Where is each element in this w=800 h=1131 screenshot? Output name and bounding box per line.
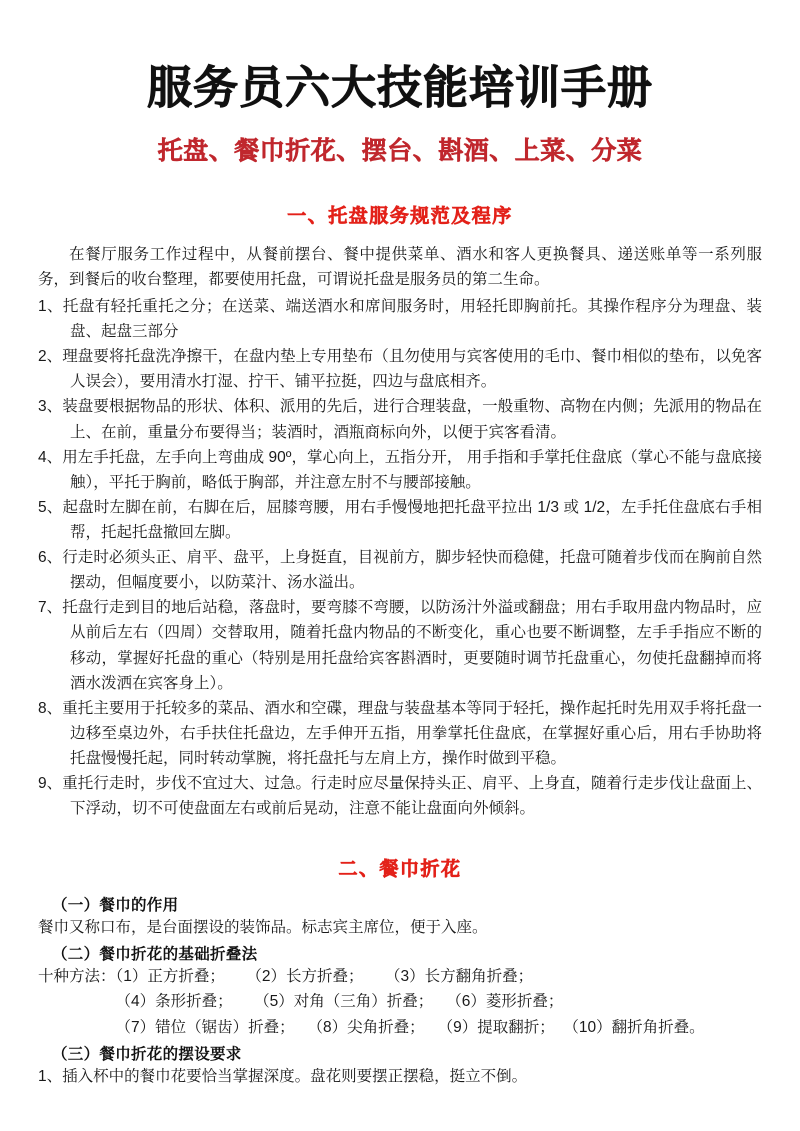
subsection-heading-1: （一）餐巾的作用 xyxy=(52,897,179,915)
list-item xyxy=(38,595,762,695)
list-item-number: 8、 xyxy=(38,699,63,717)
list-item-number: 9、 xyxy=(38,775,63,793)
section1-rule-list xyxy=(38,294,762,821)
page-title: 服务员六大技能培训手册 xyxy=(146,62,653,113)
list-item-number: 6、 xyxy=(38,549,63,567)
list-item xyxy=(38,344,762,394)
list-item-text: 托盘有轻托重托之分；在送菜、端送酒水和席间服务时，用轻托即胸前托。其操作程序分为理盘、装盘、起盘三部分 xyxy=(62,297,762,341)
list-item-text: 重托行走时，步伐不宜过大、过急。行走时应尽量保持头正、肩平、上身直，随着行走步伐让盘面上、下浮动，切不可使盘面左右或前后晃动，注意不能让盘面向外倾斜。 xyxy=(62,775,762,818)
list-item-text: 插入杯中的餐巾花要恰当掌握深度。盘花则要摆正摆稳，挺立不倒。 xyxy=(62,1067,528,1085)
list-item-number: 3、 xyxy=(38,398,63,416)
section-heading-1: 一、托盘服务规范及程序 xyxy=(287,205,513,227)
list-item xyxy=(38,545,762,595)
list-item-number: 1、 xyxy=(38,297,63,315)
list-item-number: 5、 xyxy=(38,498,63,516)
section-heading-2: 二、餐巾折花 xyxy=(338,859,462,881)
list-item-text: 理盘要将托盘洗净擦干，在盘内垫上专用垫布（且勿使用与宾客使用的毛巾、餐巾相似的垫布，以免客人误会），要用清水打湿、拧干、铺平拉挺，四边与盘底相齐。 xyxy=(62,348,762,391)
folding-method-line: （4）条形折叠； （5）对角（三角）折叠； （6）菱形折叠； xyxy=(38,993,564,1011)
section1-intro-paragraph: 在餐厅服务工作过程中，从餐前摆台、餐中提供菜单、酒水和客人更换餐具、递送账单等一系列服务，到餐后的收台整理，都要使用托盘，可谓说托盘是服务员的第二生命。 xyxy=(38,245,762,288)
list-item xyxy=(38,771,762,821)
list-item-text: 装盘要根据物品的形状、体积、派用的先后，进行合理装盘，一般重物、高物在内侧；先派用的物品在上、在前，重量分布要得当；装酒时，酒瓶商标向外，以便于宾客看清。 xyxy=(62,398,762,441)
folding-method-line: 十种方法：（1）正方折叠； （2）长方折叠； （3）长方翻角折叠； xyxy=(38,968,534,986)
title-block xyxy=(38,0,762,166)
subsection-1-body: 餐巾又称口布，是台面摆设的装饰品。标志宾主席位，便于入座。 xyxy=(38,919,488,937)
list-item xyxy=(38,394,762,444)
list-item xyxy=(38,294,762,344)
list-item xyxy=(38,1064,762,1089)
list-item-number: 1、 xyxy=(38,1067,63,1085)
list-item xyxy=(38,445,762,495)
list-item-text: 重托主要用于托较多的菜品、酒水和空碟，理盘与装盘基本等同于轻托，操作起托时先用双手将托盘一边移至桌边外，右手扶住托盘边，左手伸开五指，用拳掌托住盘底，在掌握好重心后，用右手协助将托盘慢慢托起，同时转动掌腕，将托盘托与左肩上方，操作时做到平稳。 xyxy=(62,699,762,767)
list-item-number: 7、 xyxy=(38,599,63,617)
subsection-heading-2: （二）餐巾折花的基础折叠法 xyxy=(52,946,258,964)
list-item-number: 4、 xyxy=(38,448,63,466)
list-item-text: 行走时必须头正、肩平、盘平，上身挺直，目视前方，脚步轻快而稳健，托盘可随着步伐而在胸前自然摆动，但幅度要小，以防菜汁、汤水溢出。 xyxy=(62,549,762,592)
list-item-text: 起盘时左脚在前，右脚在后，屈膝弯腰，用右手慢慢地把托盘平拉出 1/3 或 1/2，左手托住盘底右手相帮，托起托盘撤回左脚。 xyxy=(62,498,762,541)
list-item-text: 用左手托盘，左手向上弯曲成 90º，掌心向上，五指分开， 用手指和手掌托住盘底（掌心不能与盘底接触），平托于胸前，略低于胸部，并注意左肘不与腰部接触。 xyxy=(62,448,762,491)
list-item xyxy=(38,495,762,545)
page-subtitle: 托盘、餐巾折花、摆台、斟酒、上菜、分菜 xyxy=(157,136,643,165)
list-item-number: 2、 xyxy=(38,348,63,366)
subsection-heading-3: （三）餐巾折花的摆设要求 xyxy=(52,1045,242,1063)
list-item xyxy=(38,696,762,771)
folding-method-line: （7）错位（锯齿）折叠； （8）尖角折叠； （9）提取翻折； （10）翻折角折叠。 xyxy=(38,1018,705,1036)
list-item-text: 托盘行走到目的地后站稳，落盘时，要弯膝不弯腰，以防汤汁外溢或翻盘；用右手取用盘内物品时，应从前后左右（四周）交替取用，随着托盘内物品的不断变化，重心也要不断调整，左手手指应不断的移动，掌握好托盘的重心（特别是用托盘给宾客斟酒时，更要随时调节托盘重心，勿使托盘翻掉而将酒水泼洒在宾客身上）。 xyxy=(62,599,762,692)
